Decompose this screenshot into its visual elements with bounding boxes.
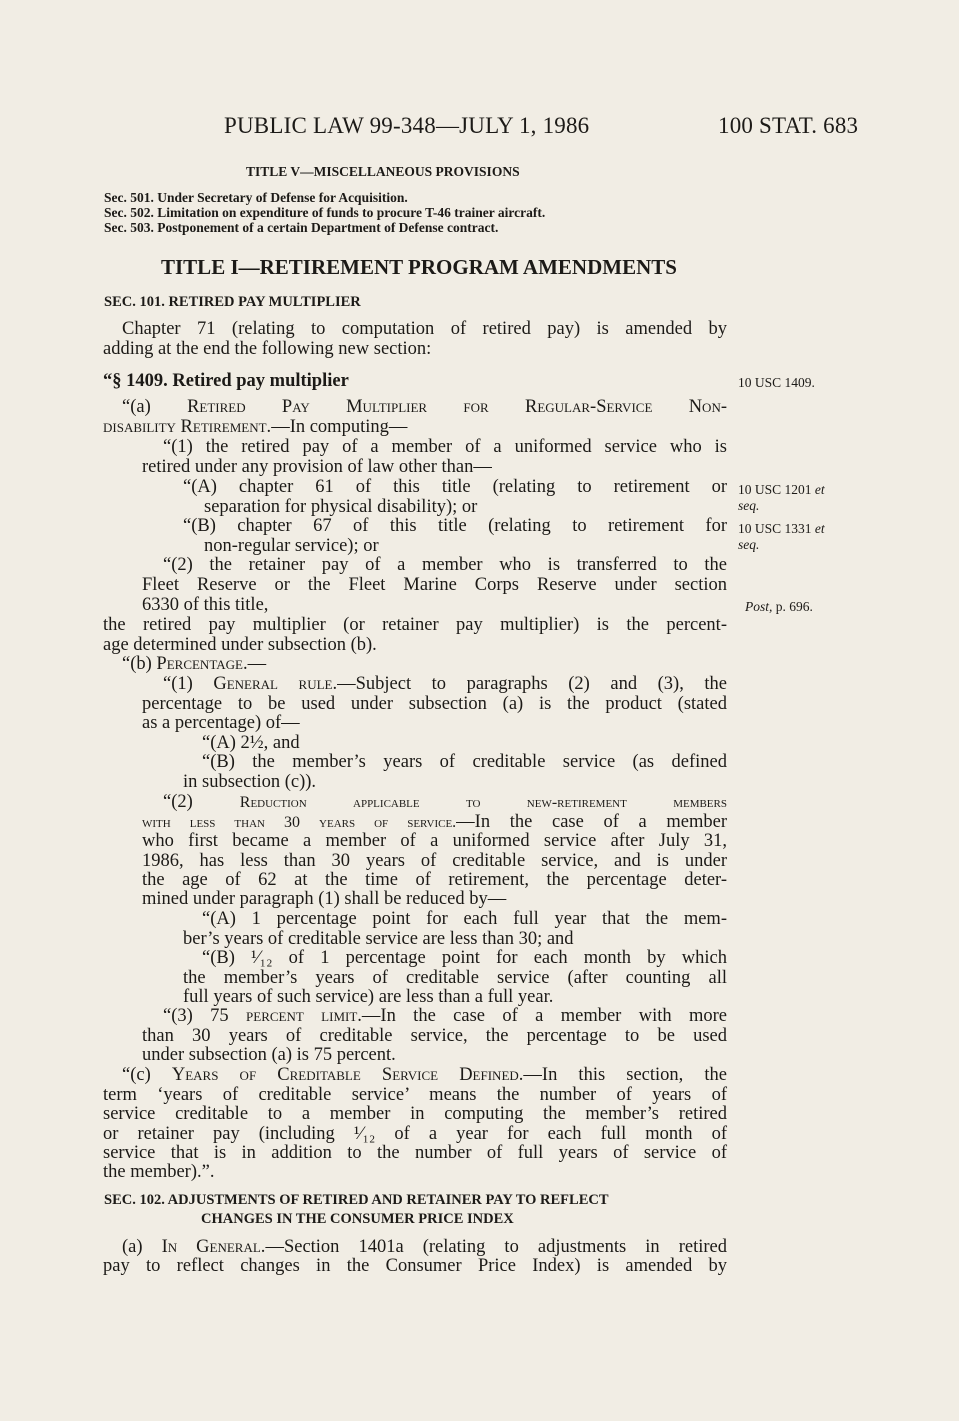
toc-item: Sec. 503. Postponement of a certain Department of Defense contract. — [104, 220, 499, 235]
text-line: age determined under subsection (b). — [103, 635, 377, 655]
margin-note: 10 USC 1409. — [738, 375, 815, 390]
text-line: “(2) the retainer pay of a member who is transferred to the — [163, 555, 727, 575]
margin-note: seq. — [738, 537, 760, 552]
text-line: “(A) 2½, and — [202, 733, 300, 753]
margin-note: Post, p. 696. — [745, 599, 813, 614]
section-heading: SEC. 102. ADJUSTMENTS OF RETIRED AND RETAINER PAY TO REFLECT — [104, 1192, 609, 1208]
text-line: (a) In General.—Section 1401a (relating to adjustments in retired — [122, 1237, 727, 1257]
text-line: in subsection (c)). — [183, 772, 317, 792]
text-line: “(b) Percentage.— — [122, 654, 267, 674]
text-line: percentage to be used under subsection (a) is the product (stated — [142, 694, 727, 714]
text-line: retired under any provision of law other than— — [142, 457, 492, 477]
text-line: as a percentage) of— — [142, 713, 300, 733]
text-line: 6330 of this title, — [142, 595, 269, 615]
text-line: separation for physical disability); or — [204, 497, 478, 517]
text-line: adding at the end the following new section: — [103, 339, 432, 359]
text-line: “(c) Years of Creditable Service Defined.—In this section, the — [122, 1065, 727, 1085]
text-line: full years of such service) are less than a full year. — [183, 987, 554, 1007]
text-line: non-regular service); or — [204, 536, 379, 556]
text-line: Chapter 71 (relating to computation of retired pay) is amended by — [122, 319, 727, 339]
text-line: term ‘years of creditable service’ means the number of years of — [103, 1085, 727, 1105]
text-line: “(B) chapter 67 of this title (relating to retirement for — [183, 516, 727, 536]
text-line: “(1) the retired pay of a member of a uniformed service who is — [163, 437, 727, 457]
margin-note: seq. — [738, 498, 760, 513]
text-line: “(1) General rule.—Subject to paragraphs (2) and (3), the — [163, 674, 727, 694]
toc-item: Sec. 502. Limitation on expenditure of funds to procure T-46 trainer aircraft. — [104, 205, 546, 220]
text-line: the member).”. — [103, 1162, 215, 1182]
text-line: the member’s years of creditable service (after counting all — [183, 968, 727, 988]
running-title: PUBLIC LAW 99-348—JULY 1, 1986 — [224, 113, 590, 138]
text-line: or retainer pay (including ¹⁄₁₂ of a year for each full month of — [103, 1124, 727, 1144]
code-section-heading: “§ 1409. Retired pay multiplier — [103, 371, 349, 391]
text-line: service creditable to a member in computing the member’s retired — [103, 1104, 727, 1124]
text-line: “(2) Reduction applicable to new-retirement members — [163, 792, 727, 812]
text-line: disability Retirement.—In computing— — [103, 417, 408, 437]
text-line: ber’s years of creditable service are less than 30; and — [183, 929, 574, 949]
text-line: 1986, has less than 30 years of creditable service, and is under — [142, 851, 727, 871]
text-line: “(A) 1 percentage point for each full year that the mem- — [202, 909, 727, 929]
text-line: the retired pay multiplier (or retainer pay multiplier) is the percent- — [103, 615, 727, 635]
text-line: with less than 30 years of service.—In the case of a member — [142, 812, 727, 832]
text-line: the age of 62 at the time of retirement, the percentage deter- — [142, 870, 727, 890]
text-line: pay to reflect changes in the Consumer Price Index) is amended by — [103, 1256, 727, 1276]
text-line: “(3) 75 percent limit.—In the case of a member with more — [163, 1006, 727, 1026]
section-heading: SEC. 101. RETIRED PAY MULTIPLIER — [104, 294, 361, 310]
text-line: Fleet Reserve or the Fleet Marine Corps Reserve under section — [142, 575, 727, 595]
margin-note: 10 USC 1331 et — [738, 521, 825, 536]
text-line: “(a) Retired Pay Multiplier for Regular-Service Non- — [122, 397, 727, 417]
text-line: “(A) chapter 61 of this title (relating to retirement or — [183, 477, 727, 497]
text-line: under subsection (a) is 75 percent. — [142, 1045, 396, 1065]
toc-title: TITLE V—MISCELLANEOUS PROVISIONS — [246, 164, 520, 179]
text-line: service that is in addition to the number of full years of service of — [103, 1143, 727, 1163]
text-line: who first became a member of a uniformed service after July 31, — [142, 831, 727, 851]
margin-note: 10 USC 1201 et — [738, 482, 825, 497]
title-heading: TITLE I—RETIREMENT PROGRAM AMENDMENTS — [161, 255, 677, 279]
toc-item: Sec. 501. Under Secretary of Defense for Acquisition. — [104, 190, 408, 205]
section-heading: CHANGES IN THE CONSUMER PRICE INDEX — [201, 1211, 514, 1227]
text-line: “(B) the member’s years of creditable service (as defined — [202, 752, 727, 772]
text-line: mined under paragraph (1) shall be reduced by— — [142, 889, 507, 909]
text-line: than 30 years of creditable service, the percentage to be used — [142, 1026, 727, 1046]
text-line: “(B) ¹⁄₁₂ of 1 percentage point for each month by which — [202, 948, 727, 968]
stat-page-number: 100 STAT. 683 — [718, 113, 859, 138]
